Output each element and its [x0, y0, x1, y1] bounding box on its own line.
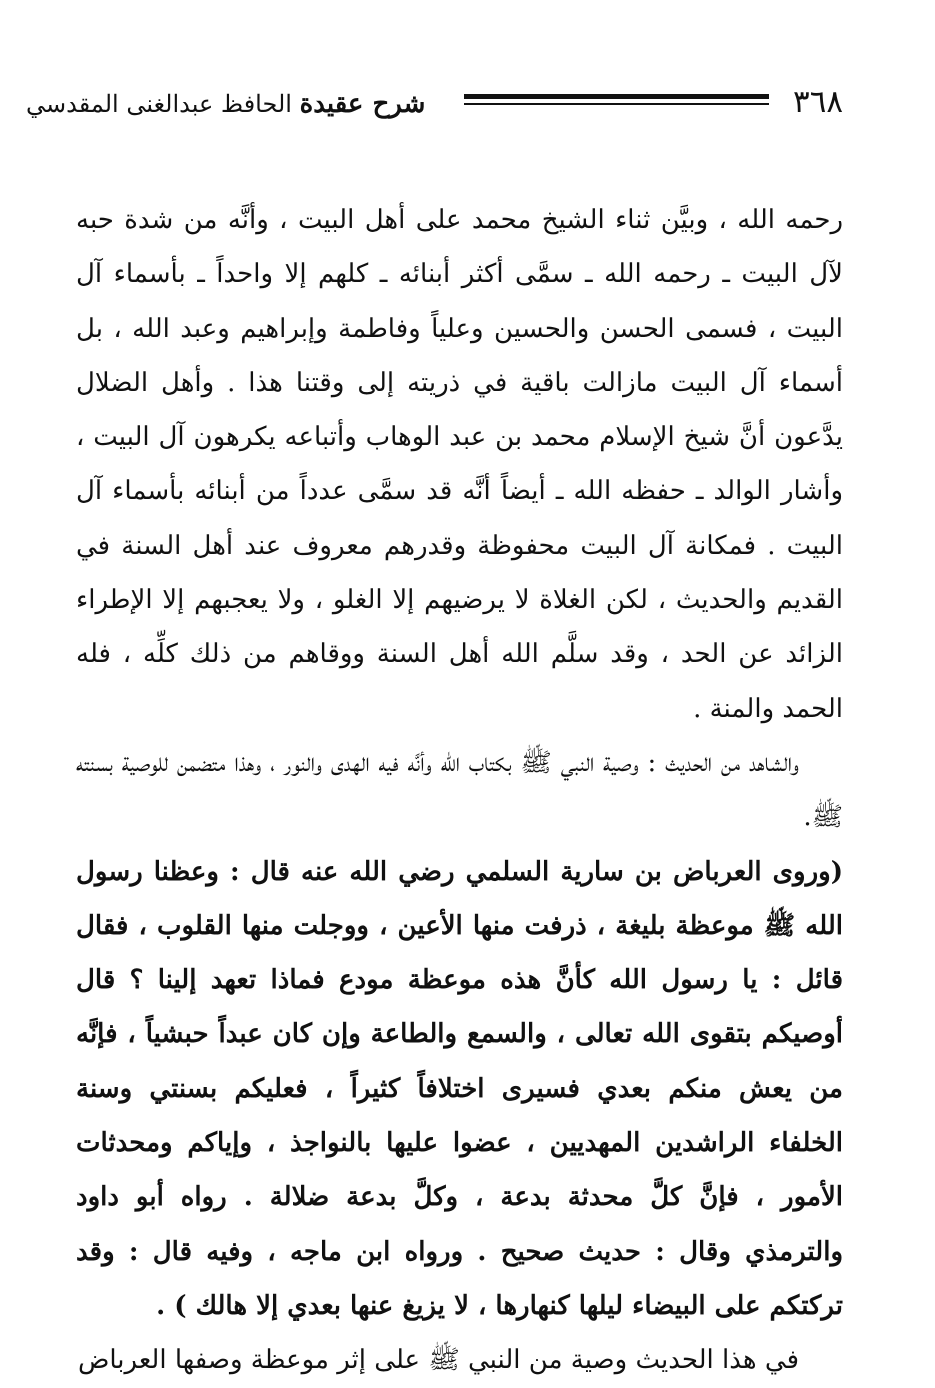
header-rule [464, 94, 769, 108]
running-title-rest: الحافظ عبدالغنى المقدسي [26, 90, 292, 118]
paragraph-shahid: والشاهد من الحديث : وصية النبي ﷺ بكتاب الله وأنَّه فيه الهدى والنور ، وهذا متضمن للوصية بسنته ﷺ. [76, 747, 843, 833]
running-title-bold: شرح عقيدة [299, 89, 426, 119]
page-number: ٣٦٨ [793, 84, 843, 120]
running-title [26, 84, 425, 124]
paragraph-commentary: رحمه الله ، وبيَّن ثناء الشيخ محمد على أهل البيت ، وأنَّه من شدة حبه لآل البيت ـ رحمه الله ـ سمَّى أكثر أبنائه ـ كلهم إلا واحداً ـ بأسماء آل البيت ، فسمى الحسن والحسين وعلياً وفاطمة وإبراهيم وعبد الله ، بل أسماء آل البيت مازالت باقية في ذريته إلى وقتنا هذا . وأهل الضلال يدَّعون أنَّ شيخ الإسلام محمد بن عبد الوهاب وأتباعه يكرهون آل البيت ، وأشار الوالد ـ حفظه الله ـ أيضاً أنَّه قد سمَّى عدداً من أبنائه بأسماء آل البيت . فمكانة آل البيت محفوظة وقدرهم معروف عند أهل السنة في القديم والحديث ، لكن الغلاة لا يرضيهم إلا الغلو ، ولا يعجبهم إلا الإطراء الزائد عن الحد ، وقد سلَّم الله أهل السنة ووقاهم من ذلك كلِّه ، فله الحمد والمنة . [76, 205, 843, 724]
body-text [76, 193, 843, 1388]
page-header [26, 82, 843, 130]
header-rule-thin [464, 103, 769, 105]
paragraph-hadith-quote: (وروى العرباض بن سارية السلمي رضي الله عنه قال : وعظنا رسول الله ﷺ موعظة بليغة ، ذرفت منها الأعين ، ووجلت منها القلوب ، فقال قائل : يا رسول الله كأنَّ هذه موعظة مودع فماذا تعهد إلينا ؟ قال أوصيكم بتقوى الله تعالى ، والسمع والطاعة وإن كان عبداً حبشياً ، فإنَّه من يعش منكم بعدي فسيرى اختلافاً كثيراً ، فعليكم بسنتي وسنة الخلفاء الراشدين المهديين ، عضوا عليها بالنواجذ ، وإياكم ومحدثات الأمور ، فإنَّ كلَّ محدثة بدعة ، وكلَّ بدعة ضلالة . رواه أبو داود والترمذي وقال : حديث صحيح . ورواه ابن ماجه ، وفيه قال : وقد تركتكم على البيضاء ليلها كنهارها ، لا يزيغ عنها بعدي إلا هالك ) . [76, 856, 843, 1321]
header-rule-thick [464, 94, 769, 99]
paragraph-explanation: في هذا الحديث وصية من النبي ﷺ على إثر موعظة وصفها العرباض [77, 1345, 799, 1376]
